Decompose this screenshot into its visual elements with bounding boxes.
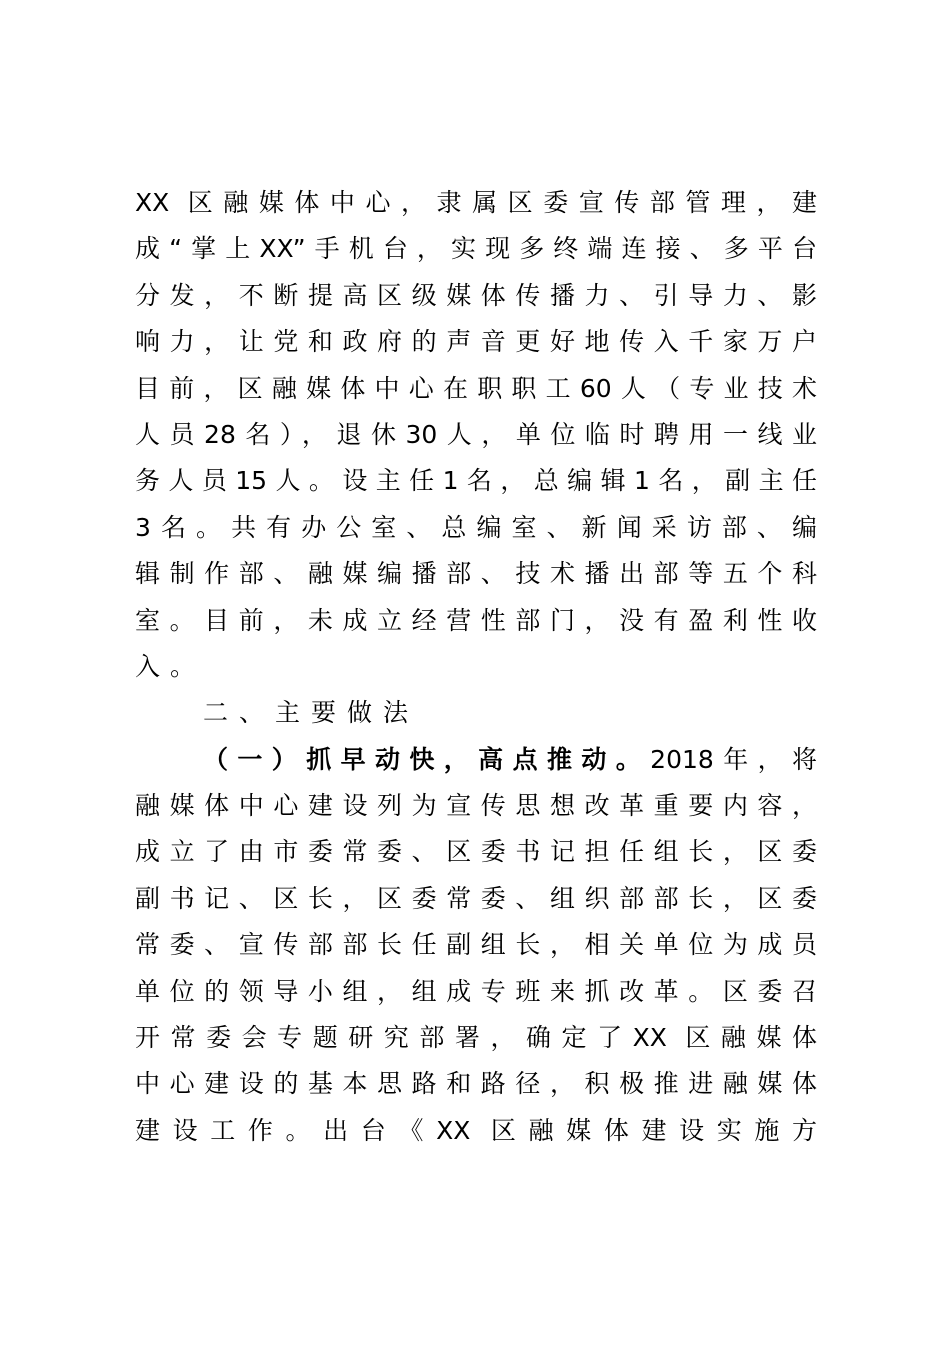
sub-heading-line [135, 737, 817, 783]
text-line: 人员28名），退休30人，单位临时聘用一线业 [135, 419, 817, 449]
sub-heading-title: （一）抓早动快，高点推动。 [203, 744, 651, 774]
text-line: XX 区融媒体中心，隶属区委宣传部管理，建 [135, 188, 817, 217]
section-heading: 二、主要做法 [203, 698, 420, 728]
text-line: 建设工作。出台《XX 区融媒体建设实施方 [135, 1115, 817, 1145]
text-line: 开常委会专题研究部署，确定了XX 区融媒体 [135, 1023, 817, 1053]
text-line: 室。目前，未成立经营性部门，没有盈利性收 [135, 605, 817, 635]
text-line: 常委、宣传部部长任副组长，相关单位为成员 [135, 930, 817, 960]
text-line: 融媒体中心建设列为宣传思想改革重要内容， [135, 791, 817, 821]
text-line: 辑制作部、融媒编播部、技术播出部等五个科 [135, 559, 817, 589]
text-line: 分发，不断提高区级媒体传播力、引导力、影 [135, 280, 817, 310]
sub-heading-text: 2018年，将 [650, 744, 817, 774]
text-line: 副书记、区长，区委常委、组织部部长，区委 [135, 883, 817, 913]
text-line: 中心建设的基本思路和路径，积极推进融媒体 [135, 1069, 817, 1099]
text-line: 单位的领导小组，组成专班来抓改革。区委召 [135, 976, 817, 1006]
text-line: 务人员15人。设主任1名，总编辑1名，副主任 [135, 466, 817, 496]
text-line: 响力，让党和政府的声音更好地传入千家万户 [135, 327, 817, 357]
text-line: 入。 [135, 651, 206, 681]
text-line: 成“掌上XX”手机台，实现多终端连接、多平台 [135, 234, 817, 264]
text-line: 目前，区融媒体中心在职职工60人（专业技术 [135, 373, 817, 403]
text-line: 3名。共有办公室、总编室、新闻采访部、编 [135, 512, 817, 542]
text-line: 成立了由市委常委、区委书记担任组长，区委 [135, 837, 817, 867]
body-text [135, 180, 817, 1154]
